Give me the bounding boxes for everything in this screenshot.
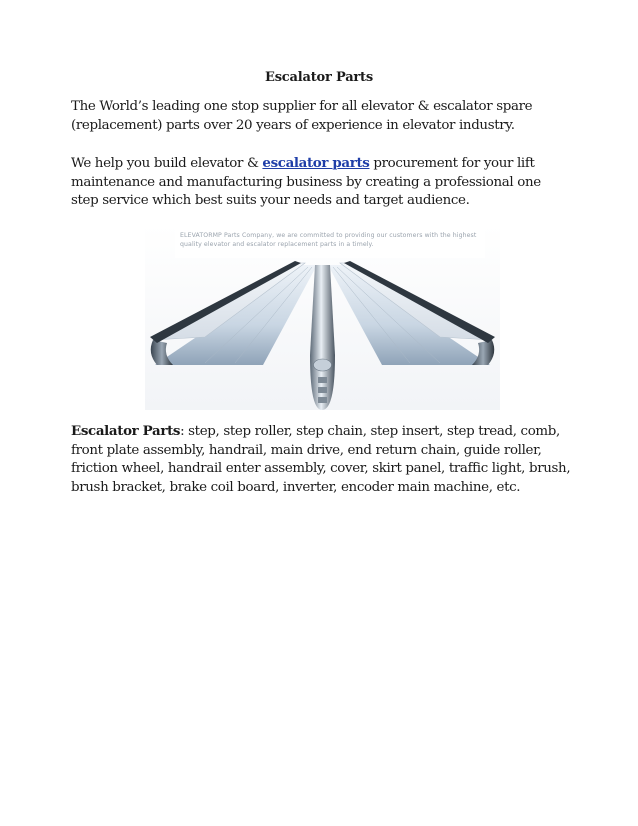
page-title: Escalator Parts [264,70,373,85]
moving-walkway-image [145,225,500,410]
escalator-parts-link[interactable]: escalator parts [262,155,370,171]
service-paragraph [71,154,571,211]
parts-paragraph [71,422,571,497]
image-caption-text: ELEVATORMP Parts Company, we are committed to providing our customers with the highest quality elevator and escalator replacement parts in a timely. [180,232,477,248]
intro-paragraph: The World’s leading one stop supplier for all elevator & escalator spare (replacement) parts over 20 years of experience in elevator industry. [71,99,533,133]
parts-label: Escalator Parts [71,423,181,439]
parts-list: : step, step roller, step chain, step insert, step tread, comb, front plate assembly, handrail, main drive, end return chain, guide roller, friction wheel, handrail enter assembly, cover, skirt panel, traffic light, brush, brush bracket, brake coil board, inverter, encoder main machine, etc. [71,424,571,495]
service-text-start: We help you build elevator & [71,156,263,171]
service-text-end: procurement for your lift maintenance and manufacturing business by creating a professional one step service which best suits your needs and target audience. [71,156,541,208]
